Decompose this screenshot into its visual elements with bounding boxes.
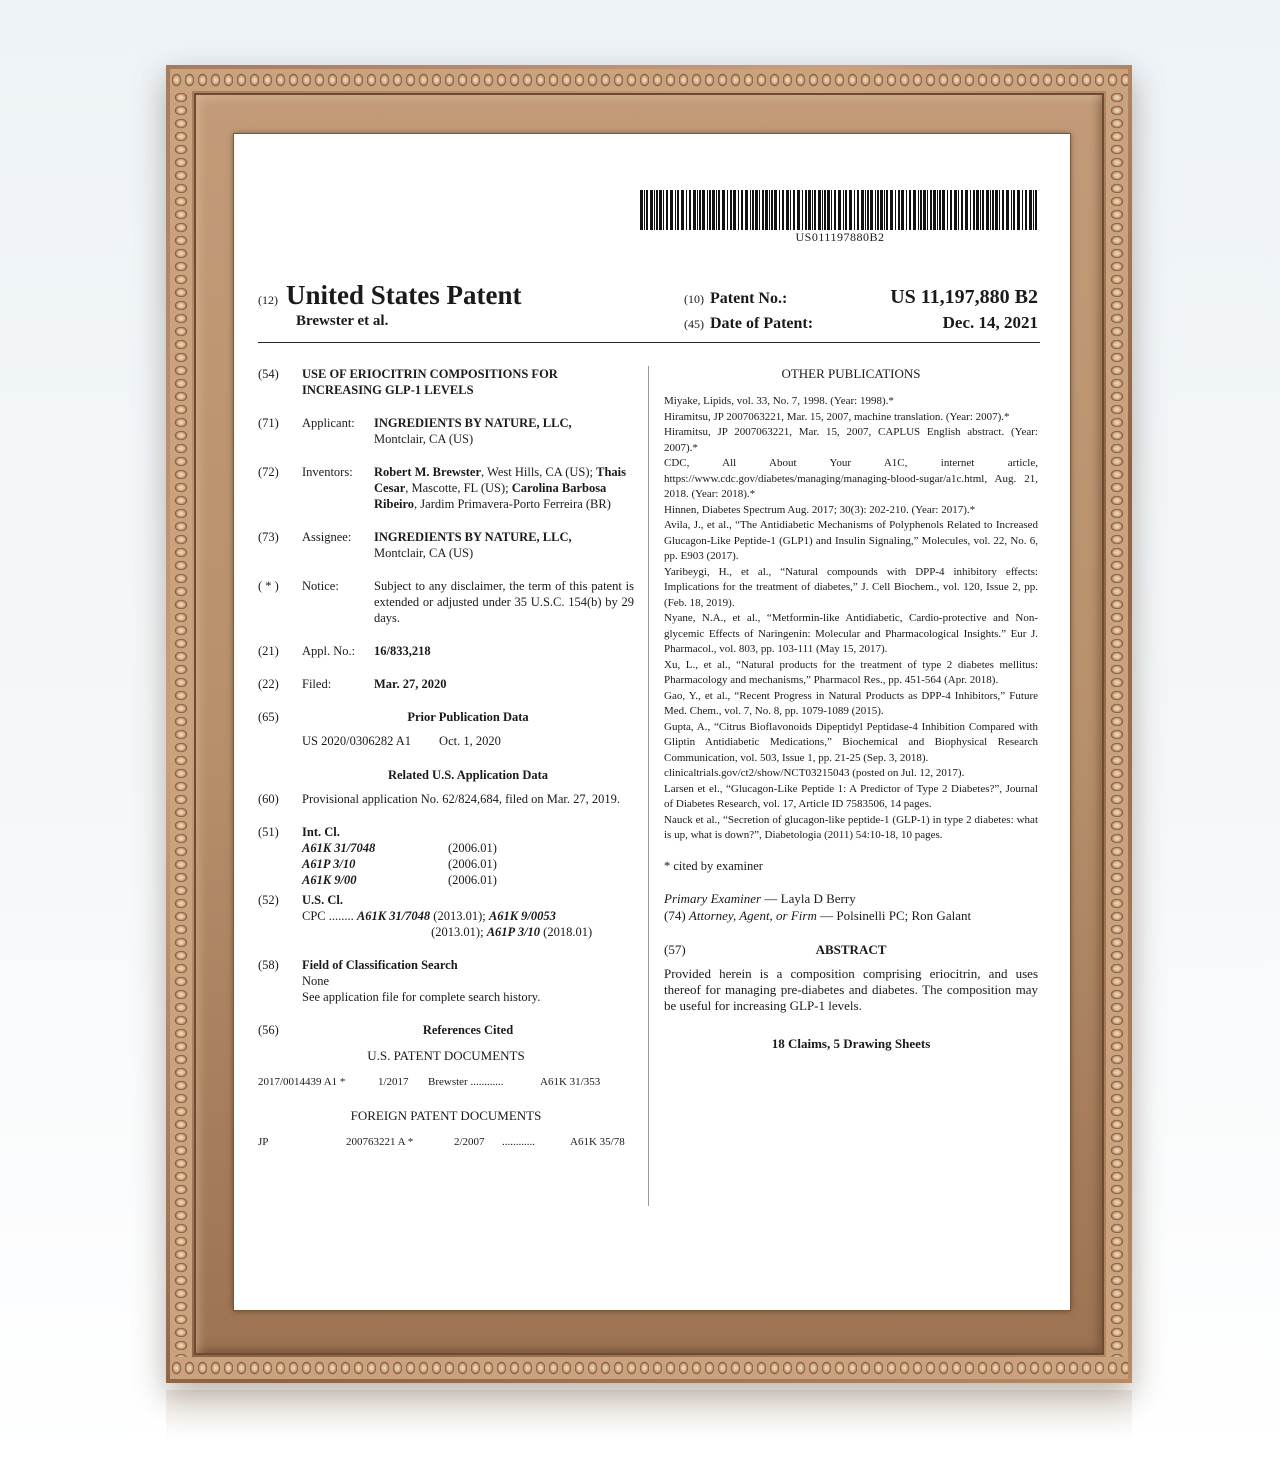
field-21-appl-no: (21) Appl. No.: 16/833,218 <box>258 644 431 658</box>
field-52-us-cl: (52) U.S. Cl. CPC ........ A61K 31/7048 (2013.01); A61K 9/0053 (2013.01); A61P 3/10 (2018.01) <box>258 893 593 939</box>
barcode <box>640 190 1040 230</box>
publication-item: Nyane, N.A., et al., “Metformin-like Antidiabetic, Cardio-protective and Non-glycemic Effects of Naringenin: Molecular and Pharmacological Insights.” Eur J. Pharmacol., vol. 803, pp. 103-111 (May 15, 2017). <box>664 612 1038 655</box>
column-divider <box>648 366 649 1206</box>
publication-item: Nauck et al., “Secretion of glucagon-like peptide-1 (GLP-1) in type 2 diabetes: what is up, what is down?”, Diabetologia (2011) 54:10-18, 10 pages. <box>664 813 1038 841</box>
field-58-search: (58) Field of Classification Search None See application file for complete search history. <box>258 958 541 1004</box>
publication-item: Avila, J., et al., “The Antidiabetic Mechanisms of Polyphenols Related to Increased Glucagon-Like Peptide-1 (GLP1) and Insulin Signaling,” Molecules, vol. 22, No. 6, pp. E903 (2017). <box>664 519 1038 562</box>
field-71-applicant: (71) Applicant: INGREDIENTS BY NATURE, LLC, Montclair, CA (US) <box>258 416 572 446</box>
publication-item: Miyake, Lipids, vol. 33, No. 7, 1998. (Year: 1998).* <box>664 395 894 407</box>
publication-item: CDC, All About Your A1C, internet article, https://www.cdc.gov/diabetes/managing/managing-blood-sugar/a1c.html, Aug. 21, 2018. (Year: 2018).* <box>664 457 1038 500</box>
publication-item: Hinnen, Diabetes Spectrum Aug. 2017; 30(3): 202-210. (Year: 2017).* <box>664 503 976 516</box>
frame-bead-top <box>170 69 1128 91</box>
publication-item: Xu, L., et al., “Natural products for the treatment of type 2 diabetes mellitus: Pharmacology and mechanisms,” Pharmacol Res., pp. 451-564 (Apr. 2018). <box>664 658 1038 686</box>
patent-number: US 11,197,880 B2 <box>890 286 1038 308</box>
abstract-header: (57) ABSTRACT <box>664 941 887 957</box>
barcode-number: US011197880B2 <box>795 230 885 244</box>
publication-item: clinicaltrials.gov/ct2/show/NCT03215043 (posted on Jul. 12, 2017). <box>664 767 965 779</box>
int-cl-code: A61P 3/10 <box>302 857 356 871</box>
patent-header-left <box>258 280 521 330</box>
date-code: (45) <box>684 317 704 331</box>
int-cl-year: (2006.01) <box>448 857 497 871</box>
us-patent-ref: 2017/0014439 A1 * 1/2017 Brewster ............ A61K 31/353 <box>258 1076 601 1088</box>
abstract-text: Provided herein is a composition comprising eriocitrin, and uses thereof for managing pre-diabetes and diabetes. The composition may be useful for increasing GLP-1 levels. <box>664 965 1038 1013</box>
reflection <box>166 1390 1132 1440</box>
int-cl-code: A61K 9/00 <box>302 873 357 887</box>
patent-header-right <box>684 286 1038 337</box>
field-51-int-cl: (51) Int. Cl. A61K 31/7048 (2006.01) A61P 3/10 (2006.01) A61K 9/00 (2006.01) <box>258 824 634 888</box>
patent-no-code: (10) <box>684 292 704 306</box>
kind-code: (12) <box>258 293 278 307</box>
field-22-filed: (22) Filed: Mar. 27, 2020 <box>258 677 447 691</box>
claims-summary: 18 Claims, 5 Drawing Sheets <box>771 1035 931 1051</box>
page-title: United States Patent <box>286 280 522 310</box>
int-cl-year: (2006.01) <box>448 841 497 855</box>
patent-document <box>234 134 1070 1310</box>
patent-date: Dec. 14, 2021 <box>942 313 1038 332</box>
field-73-assignee: (73) Assignee: INGREDIENTS BY NATURE, LLC, Montclair, CA (US) <box>258 530 572 560</box>
foreign-patent-ref: JP 200763221 A * 2/2007 ............ A61K 35/78 <box>258 1136 625 1148</box>
field-72-inventors: (72) Inventors: Robert M. Brewster, West Hills, CA (US); Thais Cesar, Mascotte, FL (US); Carolina Barbosa Ribeiro, Jardim Primavera-Porto Ferreira (BR) <box>258 465 627 511</box>
related-heading: Related U.S. Application Data <box>387 768 549 782</box>
right-column <box>664 366 1038 1052</box>
publication-item: Gao, Y., et al., “Recent Progress in Natural Products as DPP-4 Inhibitors,” Future Med. Chem., vol. 7, No. 8, pp. 1079-1089 (2015). <box>664 689 1038 717</box>
publication-item: Larsen et el., “Glucagon-Like Peptide 1: A Predictor of Type 2 Diabetes?”, Journal of Diabetes Research, vol. 17, Article ID 7583506, 14 pages. <box>664 782 1038 810</box>
prior-publication: US 2020/0306282 A1 Oct. 1, 2020 <box>302 734 501 748</box>
examiner-block: Primary Examiner — Layla D Berry (74) Attorney, Agent, or Firm — Polsinelli PC; Ron Galant <box>664 890 972 923</box>
header-rule <box>258 342 1040 343</box>
frame-bead-left <box>170 91 192 1357</box>
int-cl-year: (2006.01) <box>448 873 497 887</box>
publication-item: Hiramitsu, JP 2007063221, Mar. 15, 2007, machine translation. (Year: 2007).* <box>664 410 1010 423</box>
left-column <box>258 366 634 1168</box>
frame-bead-bottom <box>170 1357 1128 1379</box>
invention-title: USE OF ERIOCITRIN COMPOSITIONS FOR INCREASING GLP-1 LEVELS <box>302 367 558 397</box>
publication-list <box>664 394 1038 844</box>
frame-bead-right <box>1106 91 1128 1357</box>
cited-note: * cited by examiner <box>664 858 763 873</box>
other-publications-heading: OTHER PUBLICATIONS <box>781 366 921 381</box>
publication-item: Yaribeygi, H., et al., “Natural compounds with DPP-4 inhibitory effects: Implications for the treatment of diabetes,” J. Cell Biochem., vol. 120, Issue 2, pp. (Feb. 18, 2019). <box>664 565 1038 609</box>
field-56-references: (56) References Cited <box>258 1023 514 1037</box>
field-54: (54) USE OF ERIOCITRIN COMPOSITIONS FOR INCREASING GLP-1 LEVELS <box>258 366 634 398</box>
field-65: (65) Prior Publication Data <box>258 710 529 724</box>
foreign-patent-docs-heading: FOREIGN PATENT DOCUMENTS <box>350 1108 542 1123</box>
field-notice: ( * ) Notice: Subject to any disclaimer, the term of this patent is extended or adjusted under 35 U.S.C. 154(b) by 29 days. <box>258 579 634 625</box>
date-label: Date of Patent: <box>710 315 814 332</box>
patent-no-label: Patent No.: <box>710 290 788 307</box>
authors: Brewster et al. <box>296 313 389 329</box>
int-cl-list <box>302 840 634 888</box>
int-cl-code: A61K 31/7048 <box>302 841 376 855</box>
field-60: (60) Provisional application No. 62/824,684, filed on Mar. 27, 2019. <box>258 792 621 806</box>
publication-item: Hiramitsu, JP 2007063221, Mar. 15, 2007, CAPLUS English abstract. (Year: 2007).* <box>664 426 1038 454</box>
us-patent-docs-heading: U.S. PATENT DOCUMENTS <box>367 1048 525 1063</box>
publication-item: Gupta, A., “Citrus Bioflavonoids Dipeptidyl Peptidase-4 Inhibition Compared with Gliptin Antidiabetic Medications,” Biochemical and Biophysical Research Communication, vol. 503, Issue 1, pp. 21-25 (Sep. 3, 2018). <box>664 720 1038 764</box>
